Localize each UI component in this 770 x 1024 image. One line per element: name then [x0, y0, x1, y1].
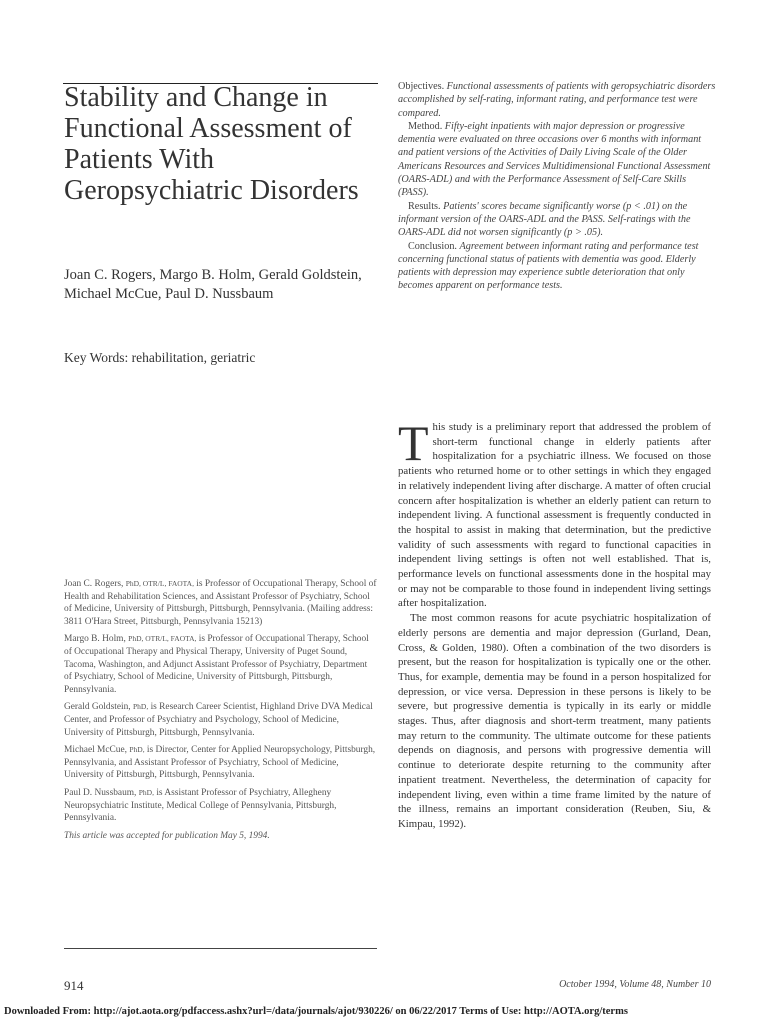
- bio-name: Paul D. Nussbaum,: [64, 787, 137, 798]
- author-list: Joan C. Rogers, Margo B. Holm, Gerald Goldstein, Michael McCue, Paul D. Nussbaum: [64, 267, 362, 302]
- bio-text: is Professor of Occupational Therapy, School of Health and Rehabilitation Sciences, and Assistant Professor of Psychiatry, School of Medicine, University of Pittsburgh, Pittsburgh, Pennsylvania. (Mailing address: 3811 O'Hara Street, Pittsburgh, Pennsylvania 15213): [64, 579, 377, 627]
- abstract-conclusion: [398, 240, 718, 293]
- objectives-label: Objectives.: [398, 81, 445, 92]
- bio-credentials: PhD,: [138, 787, 154, 797]
- abstract-objectives: [398, 80, 718, 120]
- abstract-results: [398, 200, 718, 240]
- bio-credentials: PhD,: [129, 745, 145, 755]
- bio-credentials: PhD, OTR/L, FAOTA,: [125, 579, 194, 588]
- acceptance-note: This article was accepted for publication May 5, 1994.: [64, 830, 270, 841]
- bio-name: Margo B. Holm,: [64, 634, 126, 645]
- bottom-rule: [64, 948, 377, 949]
- method-label: Method.: [408, 120, 443, 132]
- drop-cap: T: [398, 415, 429, 471]
- body-paragraph-1: [398, 415, 711, 611]
- download-notice: Downloaded From: http://ajot.aota.org/pdfaccess.ashx?url=/data/journals/ajot/930226/ on 06/22/2017 Terms of Use: http://AOTA.org/terms: [4, 1006, 628, 1017]
- bio-mccue: [64, 744, 377, 782]
- results-text: Patients' scores became significantly worse (p < .01) on the informant version of the OARS-ADL and the PASS. Self-ratings with the OARS-ADL did not worsen significantly (p > .05).: [398, 200, 691, 239]
- bio-credentials: PhD,: [133, 702, 149, 712]
- body-paragraph-2: The most common reasons for acute psychiatric hospitalization of elderly persons are dementia and major depression (Gurland, Dean, Cross, & Golden, 1980). Often a combination of the two disorders is present, but the reason for hospitalization is typically one or the other. Thus, for example, dementia may be found in a person hospitalized for depression, or vice versa. Depression in these persons is likely to be severe, but progressive dementia is typically in its early or middle stages. Thus, after diagnosis and short-term treatment, many patients may return to the community. The ultimate outcome for these patients depends on diagnosis, and persons with progressive dementia will continue to deteriorate despite returning to the community after inpatient treatment. Nevertheless, the determination of capacity for independent living, even within a time frame limited by the nature of the illness, remains an important consideration (Reuben, Siu, & Kimpau, 1992).: [398, 612, 711, 830]
- body-paragraph-1-text: his study is a preliminary report that addressed the problem of short-term functional change in elderly patients after hospitalization for a psychiatric illness. We focused on those patients who returned home or to other settings in which they engaged in relatively independent living after discharge. A matter of often crucial concern after hospitalization is whether an elderly patient can return to independent living. A functional assessment is frequently conducted in the hospital to assist in making that determination, but the predictive validity of such assessments with regard to functional capacities in independent living settings is often not well established. That is, performance levels on functional assessments done in the hospital may or may not be comparable to those found in independent living settings after hospitalization.: [398, 421, 711, 610]
- bio-rogers: [64, 578, 377, 628]
- bio-text: is Research Career Scientist, Highland Drive DVA Medical Center, and Professor of Psychiatry and Psychology, School of Medicine, University of Pittsburgh, Pittsburgh, Pennsylvania.: [64, 702, 373, 738]
- method-text: Fifty-eight inpatients with major depression or progressive dementia were evaluated on three occasions over 6 months with informant and patient versions of the Activities of Daily Living Scale of the Older Americans Resources and Services Multidimensional Functional Assessment (OARS-ADL) and with the Performance Assessment of Self-Care Skills (PASS).: [398, 120, 711, 199]
- bio-nussbaum: [64, 787, 377, 825]
- body-text: [398, 415, 711, 832]
- abstract-method: [398, 120, 718, 200]
- bio-text: is Professor of Occupational Therapy, School of Occupational Therapy and Physical Therapy, University of Puget Sound, Tacoma, Washington, and Adjunct Assistant Professor of Psychiatry, Department of Psychiatry, School of Medicine, University of Pittsburgh, Pittsburgh, Pennsylvania.: [64, 634, 369, 695]
- bio-credentials: PhD, OTR/L, FAOTA,: [128, 634, 197, 644]
- article-title: Stability and Change in Functional Assessment of Patients With Geropsychiatric Disorders: [64, 82, 359, 206]
- key-words: Key Words: rehabilitation, geriatric: [64, 350, 256, 365]
- conclusion-text: Agreement between informant rating and performance test concerning functional status of patients with dementia was good. Elderly patients with depression may experience subtle deterioration that only becomes apparent on performance tests.: [398, 240, 699, 292]
- conclusion-label: Conclusion.: [408, 240, 457, 252]
- author-bios: [64, 578, 377, 847]
- journal-issue: October 1994, Volume 48, Number 10: [559, 979, 711, 990]
- bio-text: is Director, Center for Applied Neuropsychology, Pittsburgh, Pennsylvania, and Assistant Professor of Psychiatry, School of Medicine, University of Pittsburgh, Pittsburgh, Pennsylvania.: [64, 745, 376, 781]
- objectives-text: Functional assessments of patients with geropsychiatric disorders accomplished by self-rating, informant rating, and performance test were compared.: [398, 81, 716, 119]
- bio-name: Joan C. Rogers,: [64, 579, 124, 589]
- bio-text: is Assistant Professor of Psychiatry, Allegheny Neuropsychiatric Institute, Medical College of Pennsylvania, Pittsburgh, Pennsylvania.: [64, 787, 337, 824]
- page-number: 914: [64, 978, 84, 993]
- results-label: Results.: [408, 200, 441, 212]
- bio-goldstein: [64, 701, 377, 739]
- bio-holm: [64, 633, 377, 696]
- bio-name: Gerald Goldstein,: [64, 702, 131, 713]
- bio-name: Michael McCue,: [64, 745, 128, 756]
- abstract: [398, 80, 718, 293]
